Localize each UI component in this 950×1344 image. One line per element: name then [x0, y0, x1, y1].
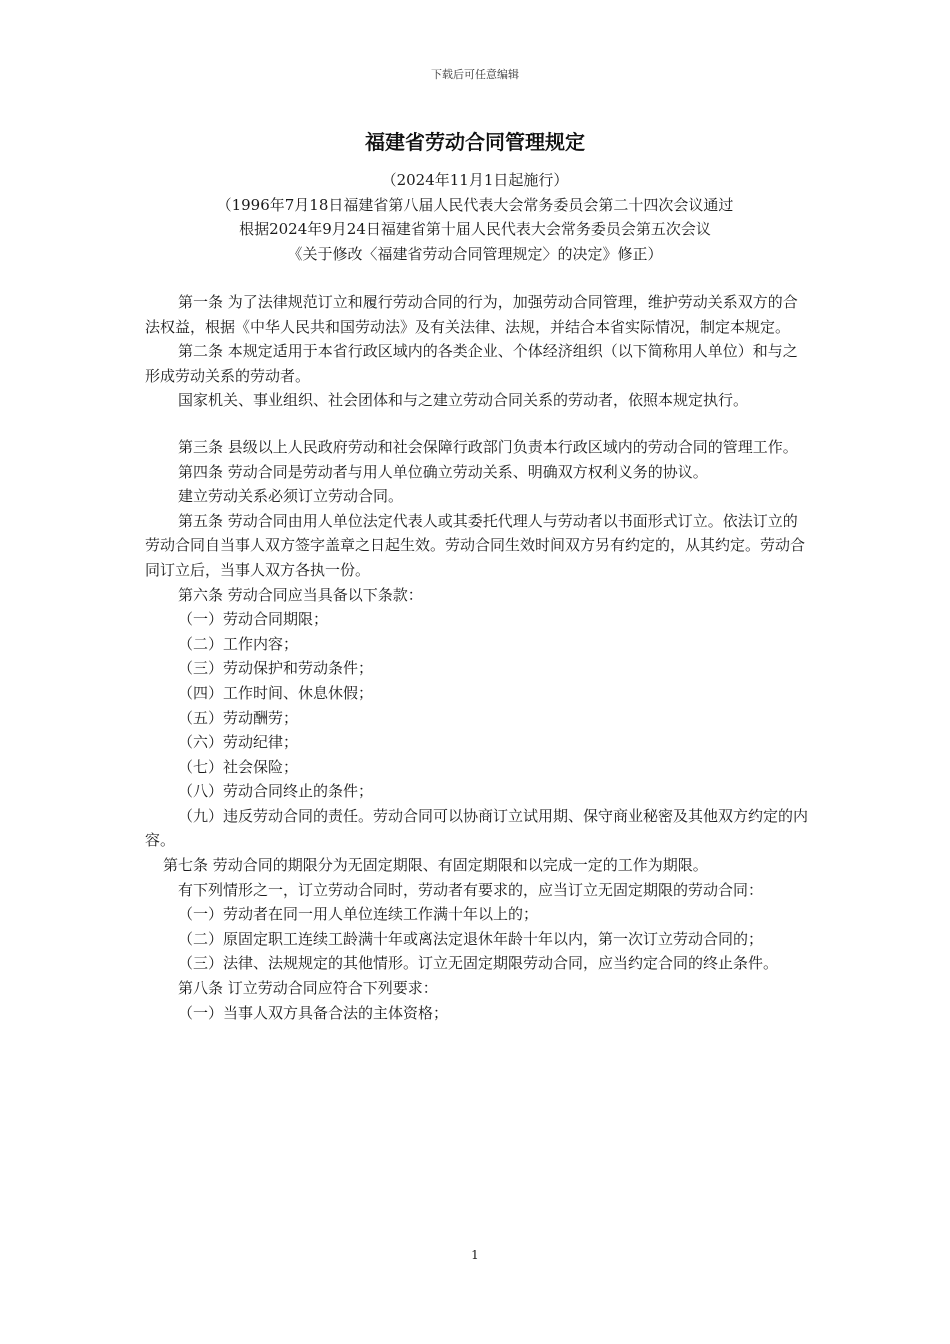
article-2-para: 国家机关、事业组织、社会团体和与之建立劳动合同关系的劳动者，依照本规定执行。	[178, 391, 749, 410]
document-title: 福建省劳动合同管理规定	[365, 130, 585, 154]
subtitle-line: 根据2024年9月24日福建省第十届人民代表大会常务委员会第五次会议	[239, 220, 711, 238]
paragraph-gap	[145, 413, 809, 435]
article-7-para: 有下列情形之一，订立劳动合同时，劳动者有要求的，应当订立无固定期限的劳动合同：	[178, 880, 764, 899]
subtitle-block	[0, 168, 950, 266]
list-item: （二）原固定职工连续工龄满十年或离法定退休年龄十年以内，第一次订立劳动合同的；	[178, 929, 764, 948]
list-item: （三）劳动保护和劳动条件；	[178, 659, 374, 678]
article-1: 第一条 为了法律规范订立和履行劳动合同的行为，加强劳动合同管理，维护劳动关系双方的合法权益，根据《中华人民共和国劳动法》及有关法律、法规，并结合本省实际情况，制定本规定。	[145, 293, 798, 336]
list-item: （九）违反劳动合同的责任。劳动合同可以协商订立试用期、保守商业秘密及其他双方约定的内容。	[145, 806, 809, 850]
subtitle-line: （2024年11月1日起施行）	[381, 171, 569, 189]
list-item: （三）法律、法规规定的其他情形。订立无固定期限劳动合同，应当约定合同的终止条件。	[178, 954, 779, 973]
page-number: 1	[471, 1248, 479, 1262]
article-3: 第三条 县级以上人民政府劳动和社会保障行政部门负责本行政区域内的劳动合同的管理工作。	[178, 437, 798, 456]
article-6: 第六条 劳动合同应当具备以下条款：	[178, 585, 423, 604]
article-5: 第五条 劳动合同由用人单位法定代表人或其委托代理人与劳动者以书面形式订立。依法订立的劳动合同自当事人双方签字盖章之日起生效。劳动合同生效时间双方另有约定的，从其约定。劳动合同订立后，当事人双方各执一份。	[145, 511, 806, 579]
article-7: 第七条 劳动合同的期限分为无固定期限、有固定期限和以完成一定的工作为期限。	[163, 856, 708, 875]
subtitle-line: （1996年7月18日福建省第八届人民代表大会常务委员会第二十四次会议通过	[216, 195, 734, 214]
list-item: （一）劳动者在同一用人单位连续工作满十年以上的；	[178, 905, 539, 924]
list-item: （八）劳动合同终止的条件；	[178, 782, 374, 801]
list-item: （七）社会保险；	[178, 757, 299, 776]
subtitle-line: 《关于修改〈福建省劳动合同管理规定〉的决定》修正）	[287, 244, 663, 263]
article-2: 第二条 本规定适用于本省行政区域内的各类企业、个体经济组织（以下简称用人单位）和与之形成劳动关系的劳动者。	[145, 342, 798, 385]
list-item: （二）工作内容；	[178, 634, 299, 653]
document-body	[145, 290, 809, 1025]
list-item: （六）劳动纪律；	[178, 733, 299, 752]
list-item: （四）工作时间、休息休假；	[178, 683, 374, 702]
list-item: （五）劳动酬劳；	[178, 708, 299, 727]
article-8: 第八条 订立劳动合同应符合下列要求：	[178, 979, 438, 998]
article-4: 第四条 劳动合同是劳动者与用人单位确立劳动关系、明确双方权利义务的协议。	[178, 462, 708, 481]
list-item: （一）当事人双方具备合法的主体资格；	[178, 1003, 449, 1022]
header-note: 下载后可任意编辑	[431, 68, 519, 81]
article-4-para: 建立劳动关系必须订立劳动合同。	[178, 487, 404, 506]
list-item: （一）劳动合同期限；	[178, 610, 329, 629]
